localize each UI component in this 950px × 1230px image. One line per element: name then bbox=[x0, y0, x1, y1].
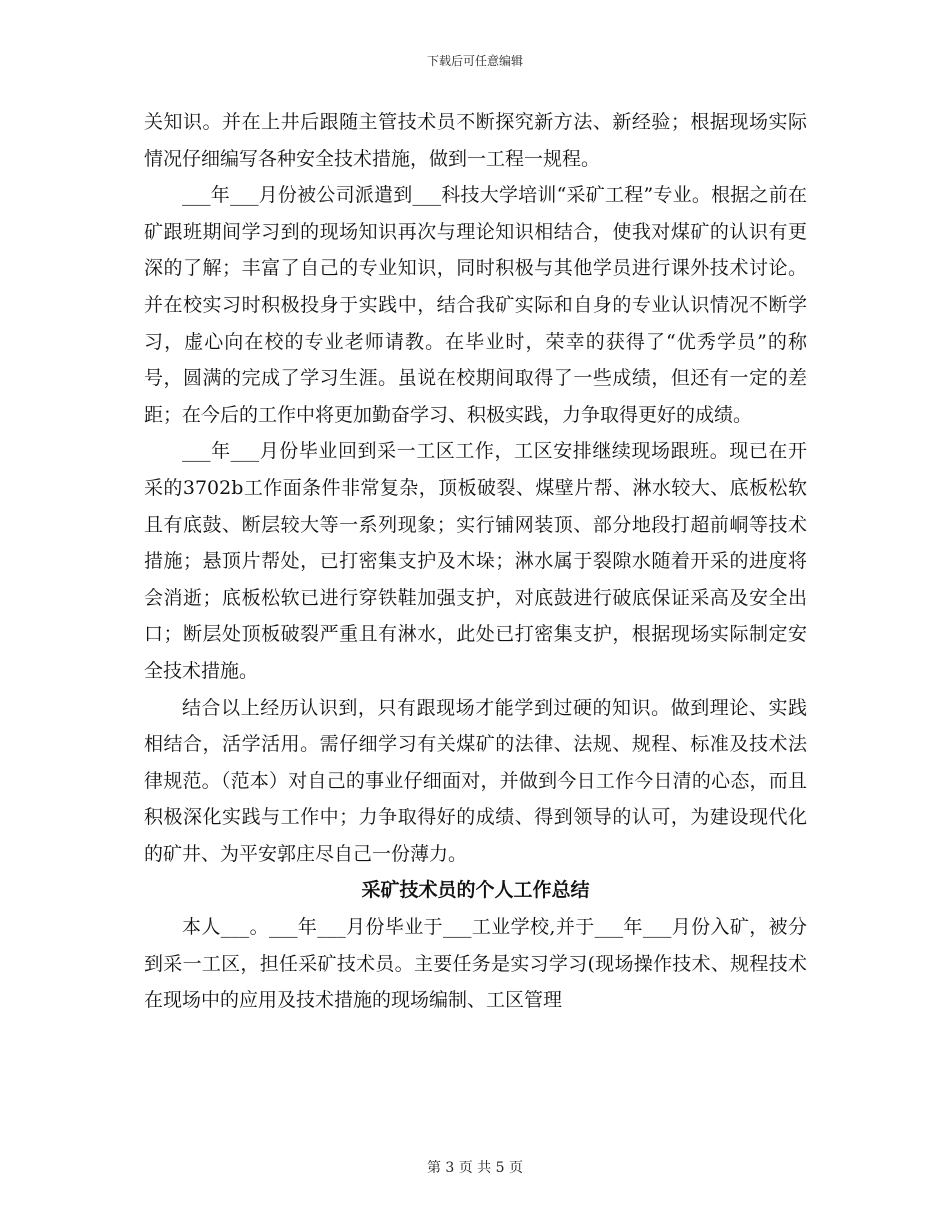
paragraph-1: 关知识。并在上井后跟随主管技术员不断探究新方法、新经验；根据现场实际情况仔细编写各种安全技术措施，做到一工程一规程。 bbox=[144, 111, 807, 170]
paragraph-4: 结合以上经历认识到，只有跟现场才能学到过硬的知识。做到理论、实践相结合，活学活用。需仔细学习有关煤矿的法律、法规、规程、标准及技术法律规范。（范本）对自己的事业仔细面对，并做到今日工作今日清的心态，而且积极深化实践与工作中；力争取得好的成绩、得到领导的认可，为建设现代化的矿井、为平安郭庄尽自己一份薄力。 bbox=[144, 696, 807, 865]
section-title: 采矿技术员的个人工作总结 bbox=[361, 879, 590, 902]
paragraph-3: ___年___月份毕业回到采一工区工作，工区安排继续现场跟班。现已在开采的3702b工作面条件非常复杂，顶板破裂、煤壁片帮、淋水较大、底板松软且有底鼓、断层较大等一系列现象；实行铺网装顶、部分地段打超前峒等技术措施；悬顶片帮处，已打密集支护及木垛；淋水属于裂隙水随着开采的进度将会消逝；底板松软已进行穿铁鞋加强支护，对底鼓进行破底保证采高及安全出口；断层处顶板破裂严重且有淋水，此处已打密集支护，根据现场实际制定安全技术措施。 bbox=[144, 440, 807, 682]
document-body bbox=[144, 104, 807, 1019]
page-header-note: 下载后可任意编辑 bbox=[426, 54, 523, 68]
page-number: 第 3 页 共 5 页 bbox=[426, 1160, 524, 1176]
paragraph-5: 本人___。___年___月份毕业于___工业学校,并于___年___月份入矿，被分到采一工区，担任采矿技术员。主要任务是实习学习(现场操作技术、规程技术在现场中的应用及技术措施的现场编制、工区管理 bbox=[144, 916, 807, 1012]
paragraph-2: ___年___月份被公司派遣到___科技大学培训“采矿工程”专业。根据之前在矿跟班期间学习到的现场知识再次与理论知识相结合，使我对煤矿的认识有更深的了解；丰富了自己的专业知识，同时积极与其他学员进行课外技术讨论。并在校实习时积极投身于实践中，结合我矿实际和自身的专业认识情况不断学习，虚心向在校的专业老师请教。在毕业时，荣幸的获得了“优秀学员”的称号，圆满的完成了学习生涯。虽说在校期间取得了一些成绩，但还有一定的差距；在今后的工作中将更加勤奋学习、积极实践，力争取得更好的成绩。 bbox=[144, 184, 807, 426]
